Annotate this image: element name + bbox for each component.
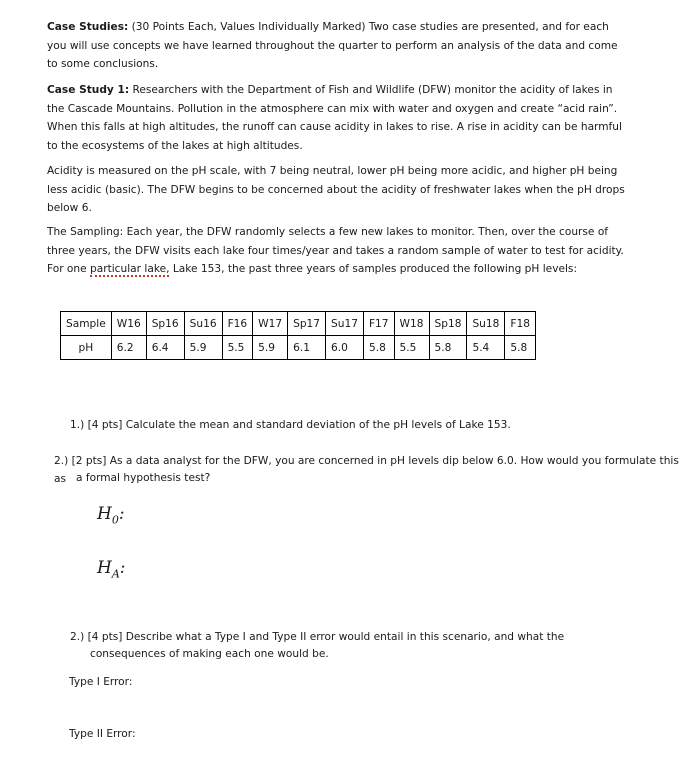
ha-subscript: A [111, 567, 120, 581]
ph-value-cell: 5.5 [222, 336, 253, 360]
sample-cell: Su16 [184, 312, 222, 336]
h0-subscript: 0 [111, 513, 119, 527]
ph-value-cell: 5.9 [253, 336, 288, 360]
sample-cell: F16 [222, 312, 253, 336]
ph-value-cell: 6.1 [288, 336, 326, 360]
ha-colon: : [119, 558, 126, 578]
acidity-paragraph: Acidity is measured on the pH scale, with 7 being neutral, lower pH being more acidic, and higher pH being less acidic (basic). The DFW begins to be concerned about the acidity of freshwater lakes when the pH drops below 6. [47, 165, 625, 214]
ph-label-cell: pH [61, 336, 112, 360]
question-3-line-2: consequences of making each one would be. [90, 648, 329, 660]
type-2-error-label: Type II Error: [69, 728, 136, 740]
ph-value-cell: 5.8 [505, 336, 536, 360]
sampling-underlined-text: particular lake, [90, 263, 170, 275]
sample-cell: W16 [111, 312, 146, 336]
ph-table [60, 311, 536, 360]
ph-value-cell: 5.5 [394, 336, 429, 360]
case-study-1-heading: Case Study 1: [47, 84, 130, 96]
question-3-line-1: 2.) [4 pts] Describe what a Type I and Type II error would entail in this scenario, and what the [70, 631, 565, 643]
case-study-1-paragraph [47, 81, 627, 155]
sample-row [61, 312, 536, 336]
ph-value-cell: 5.8 [363, 336, 394, 360]
intro-text: (30 Points Each, Values Individually Marked) Two case studies are presented, and for each you will use concepts we have learned throughout the quarter to perform an analysis of the data and come to some conclusions. [47, 21, 618, 70]
case-study-1-text: Researchers with the Department of Fish and Wildlife (DFW) monitor the acidity of lakes in the Cascade Mountains. Pollution in the atmosphere can mix with water and oxygen and create “acid rain”. When this falls at high altitudes, the runoff can cause acidity in lakes to rise. A rise in acidity can be harmful to the ecosystems of the lakes at high altitudes. [47, 84, 622, 152]
null-hypothesis-label [97, 504, 125, 526]
sample-cell: W18 [394, 312, 429, 336]
ph-value-cell: 6.4 [146, 336, 184, 360]
ha-main: H [97, 558, 112, 578]
sample-cell: Sp17 [288, 312, 326, 336]
sample-cell: Sp18 [429, 312, 467, 336]
ph-value-cell: 6.2 [111, 336, 146, 360]
sample-label-cell: Sample [61, 312, 112, 336]
sample-cell: Su17 [326, 312, 364, 336]
alternative-hypothesis-label [97, 558, 126, 580]
question-2-line-2: a formal hypothesis test? [76, 472, 211, 484]
sample-cell: Su18 [467, 312, 505, 336]
sample-cell: W17 [253, 312, 288, 336]
sample-cell: Sp16 [146, 312, 184, 336]
h0-main: H [97, 504, 112, 524]
ph-value-cell: 5.4 [467, 336, 505, 360]
ph-value-cell: 5.9 [184, 336, 222, 360]
h0-colon: : [118, 504, 125, 524]
sampling-paragraph [47, 223, 627, 279]
question-2-line-1: 2.) [2 pts] As a data analyst for the DFW, you are concerned in pH levels dip below 6.0. How would you formulate this as [54, 455, 679, 485]
ph-row [61, 336, 536, 360]
sampling-text-after: Lake 153, the past three years of samples produced the following pH levels: [169, 263, 578, 275]
intro-paragraph [47, 18, 627, 74]
ph-value-cell: 6.0 [326, 336, 364, 360]
sampling-text-before: The Sampling: Each year, the DFW randomly selects a few new lakes to monitor. Then, over the course of three years, the DFW visits each lake four times/year and takes a random sample of water to test for acidity. For one [47, 226, 624, 275]
intro-heading: Case Studies: [47, 21, 129, 33]
sample-cell: F17 [363, 312, 394, 336]
question-1: 1.) [4 pts] Calculate the mean and standard deviation of the pH levels of Lake 153. [70, 419, 511, 431]
type-1-error-label: Type I Error: [69, 676, 133, 688]
ph-value-cell: 5.8 [429, 336, 467, 360]
sample-cell: F18 [505, 312, 536, 336]
